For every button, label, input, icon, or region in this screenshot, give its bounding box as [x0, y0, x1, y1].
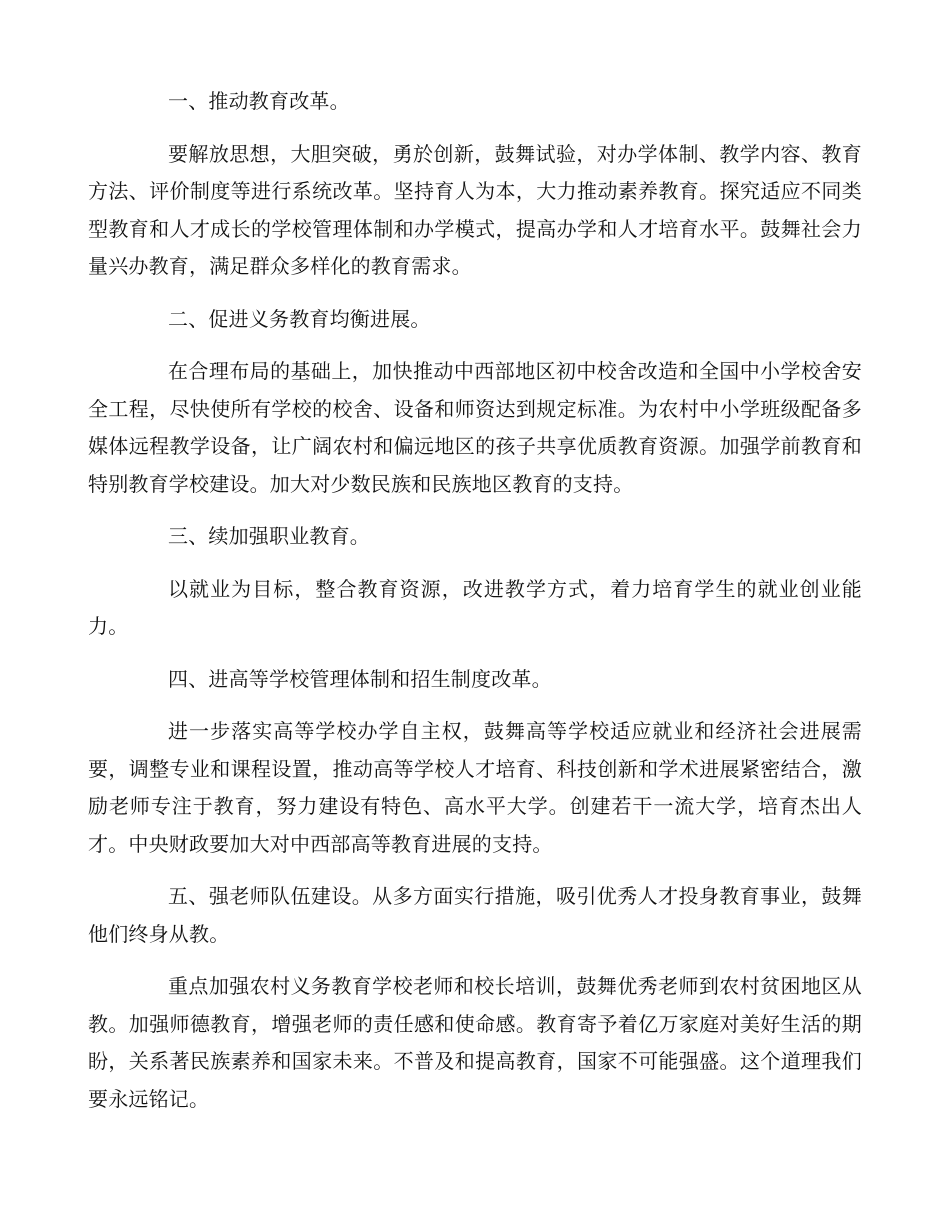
section-heading-4: 四、进高等学校管理体制和招生制度改革。	[168, 666, 552, 691]
section-heading-3: 三、续加强职业教育。	[168, 524, 370, 548]
paragraph-2: 在合理布局的基础上，加快推动中西部地区初中校舍改造和全国中小学校舍安全工程，尽快使所有学校的校舍、设备和师资达到规定标准。为农村中小学班级配备多媒体远程教学设备，让广阔农村和偏远地区的孩子共享优质教育资源。加强学前教育和特别教育学校建设。加大对少数民族和民族地区教育的支持。	[88, 359, 862, 496]
paragraph-5: 重点加强农村义务教育学校老师和校长培训，鼓舞优秀老师到农村贫困地区从教。加强师德教育，增强老师的责任感和使命感。教育寄予着亿万家庭对美好生活的期盼，关系著民族素养和国家未来。不普及和提高教育，国家不可能强盛。这个道理我们要永远铭记。	[88, 974, 862, 1111]
section-heading-5: 五、强老师队伍建设。从多方面实行措施，吸引优秀人才投身教育事业，鼓舞他们终身从教。	[88, 884, 862, 946]
paragraph-4: 进一步落实高等学校办学自主权，鼓舞高等学校适应就业和经济社会进展需要，调整专业和课程设置，推动高等学校人才培育、科技创新和学术进展紧密结合，激励老师专注于教育，努力建设有特色、高水平大学。创建若干一流大学，培育杰出人才。中央财政要加大对中西部高等教育进展的支持。	[88, 719, 862, 856]
document-body	[88, 83, 862, 1133]
paragraph-1: 要解放思想，大胆突破，勇於创新，鼓舞试验，对办学体制、教学内容、教育方法、评价制度等进行系统改革。坚持育人为本，大力推动素养教育。探究适应不同类型教育和人才成长的学校管理体制和办学模式，提高办学和人才培育水平。鼓舞社会力量兴办教育，满足群众多样化的教育需求。	[88, 141, 862, 278]
section-heading-2: 二、促进义务教育均衡进展。	[168, 306, 431, 331]
section-heading-1: 一、推动教育改革。	[168, 89, 350, 113]
paragraph-3: 以就业为目标，整合教育资源，改进教学方式，着力培育学生的就业创业能力。	[88, 576, 862, 638]
